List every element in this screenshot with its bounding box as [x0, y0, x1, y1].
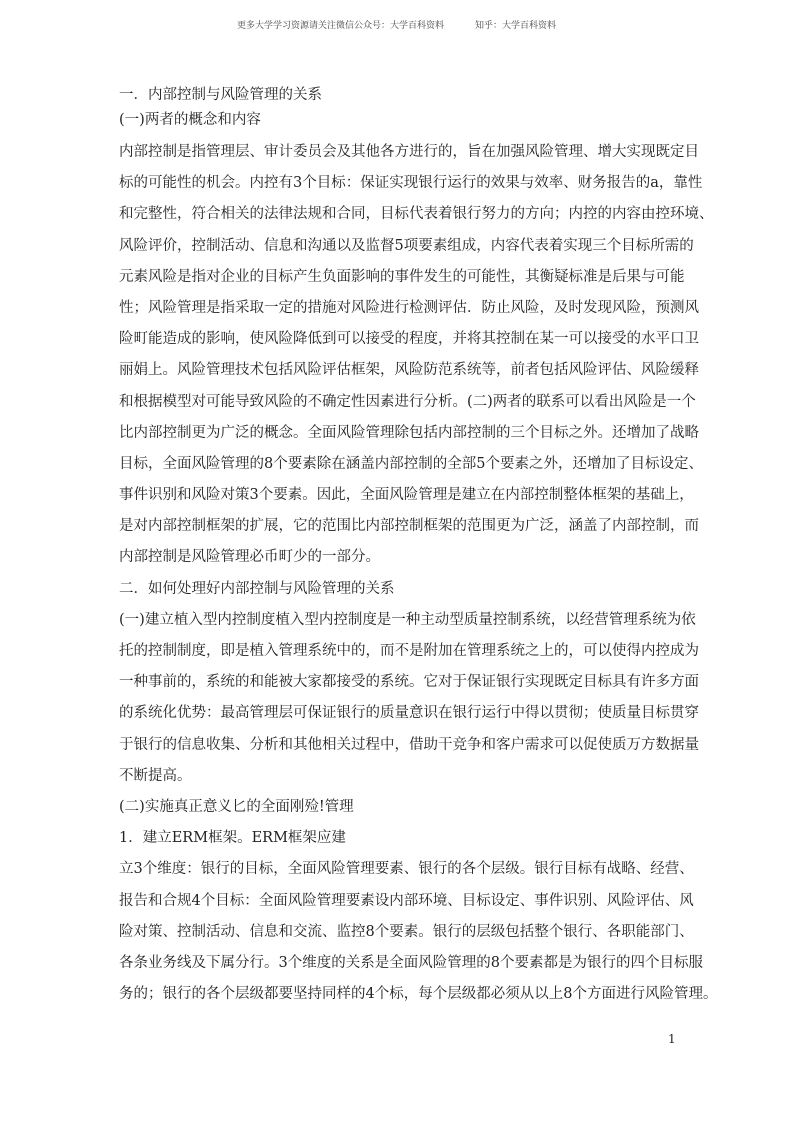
- page-header: [0, 18, 793, 31]
- text-line: 性；风险管理是指采取一定的措施对风险进行检测评估．防止风险，及时发现风险，预测风: [119, 299, 699, 316]
- text-line: 丽娟上。风险管理技术包括风险评估框架，风险防范系统等，前者包括风险评估、风险缓释: [119, 362, 699, 379]
- text-line: 是对内部控制框架的扩展，它的范围比内部控制框架的范围更为广泛，涵盖了内部控制，而: [119, 518, 699, 535]
- text-line: 内部控制是指管理层、审计委员会及其他各方进行的，旨在加强风险管理、增大实现既定目: [119, 144, 699, 160]
- page-number: 1: [668, 1032, 676, 1046]
- text-line: 险对策、控制活动、信息和交流、监控8个要素。银行的层级包括整个银行、各职能部门、: [119, 923, 694, 940]
- text-line: 二．如何处理好内部控制与风险管理的关系: [119, 580, 395, 597]
- text-line: 险町能造成的影响，使风险降低到可以接受的程度，并将其控制在某一可以接受的水平口卫: [119, 331, 699, 348]
- text-line: 目标，全面风险管理的8个要素除在涵盖内部控制的全部5个要素之外，还增加了目标设定、: [119, 455, 703, 472]
- text-line: 不断提高。: [119, 767, 192, 784]
- document-body: [119, 137, 718, 1010]
- text-line: 立3个维度：银行的目标，全面风险管理要素、银行的各个层级。银行目标有战略、经营、: [119, 861, 694, 878]
- header-wechat-note: 更多大学学习资源请关注微信公众号：大学百科资料: [237, 21, 445, 31]
- text-line: 务的；银行的各个层级都要坚持同样的4个标，每个层级都必须从以上8个方面进行风险管理。: [119, 986, 718, 1003]
- text-line: 各条业务线及下属分行。3个维度的关系是全面风险管理的8个要素都是为银行的四个目标服: [119, 954, 703, 971]
- text-line: 内部控制是风险管理必币町少的一部分。: [119, 549, 380, 566]
- text-line: 报告和合规4个目标：全面风险管理要素设内部环境、目标设定、事件识别、风险评估、风: [119, 892, 694, 909]
- text-line: (二)实施真正意义匕的全面刚殓!管理: [119, 798, 354, 815]
- text-line: 元素风险是指对企业的目标产生负面影响的事件发生的可能性，其衡疑标准是后果与可能: [119, 268, 685, 285]
- text-line: 一种事前的，系统的和能被大家都接受的系统。它对于保证银行实现既定目标具有许多方面: [119, 674, 699, 691]
- text-line: 和根据模型对可能导致风险的不确定性因素进行分析。(二)两者的联系可以看出风险是一个: [119, 393, 696, 410]
- text-line: 风险评价，控制活动、信息和沟通以及监督5项要素组成，内容代表着实现三个目标所需的: [119, 237, 694, 254]
- text-line: 托的控制制度，即是植入管理系统中的，而不是附加在管理系统之上的，可以使得内控成为: [119, 643, 699, 659]
- text-line: 于银行的信息收集、分析和其他相关过程中，借助干竞争和客户需求可以促使质万方数据量: [119, 736, 699, 753]
- text-line: 比内部控制更为广泛的概念。全面风险管理除包括内部控制的三个目标之外。还增加了战略: [119, 424, 699, 441]
- subsection-title: (一)两者的概念和内容: [119, 112, 261, 128]
- text-line: (一)建立植入型内控制度植入型内控制度是一种主动型质量控制系统，以经营管理系统为依: [119, 611, 696, 628]
- text-line: 标的可能性的机会。内控有3个目标：保证实现银行运行的效果与效率、财务报告的a，靠性: [119, 175, 703, 192]
- text-line: 1．建立ERM框架。ERM框架应建: [119, 830, 346, 847]
- text-line: 和完整性，符合相关的法律法规和合同，目标代表着银行努力的方向；内控的内容由控环境、: [119, 206, 714, 223]
- section-title: 一．内部控制与风险管理的关系: [119, 87, 322, 103]
- text-line: 的系统化优势：最高管理层可保证银行的质量意识在银行运行中得以贯彻；使质量目标贯穿: [119, 705, 699, 722]
- section-headings: [119, 83, 679, 133]
- text-line: 事件识别和风险对策3个要素。因此，全面风险管理是建立在内部控制整体框架的基础上，: [119, 487, 694, 504]
- header-zhihu-note: 知乎：大学百科资料: [474, 21, 556, 31]
